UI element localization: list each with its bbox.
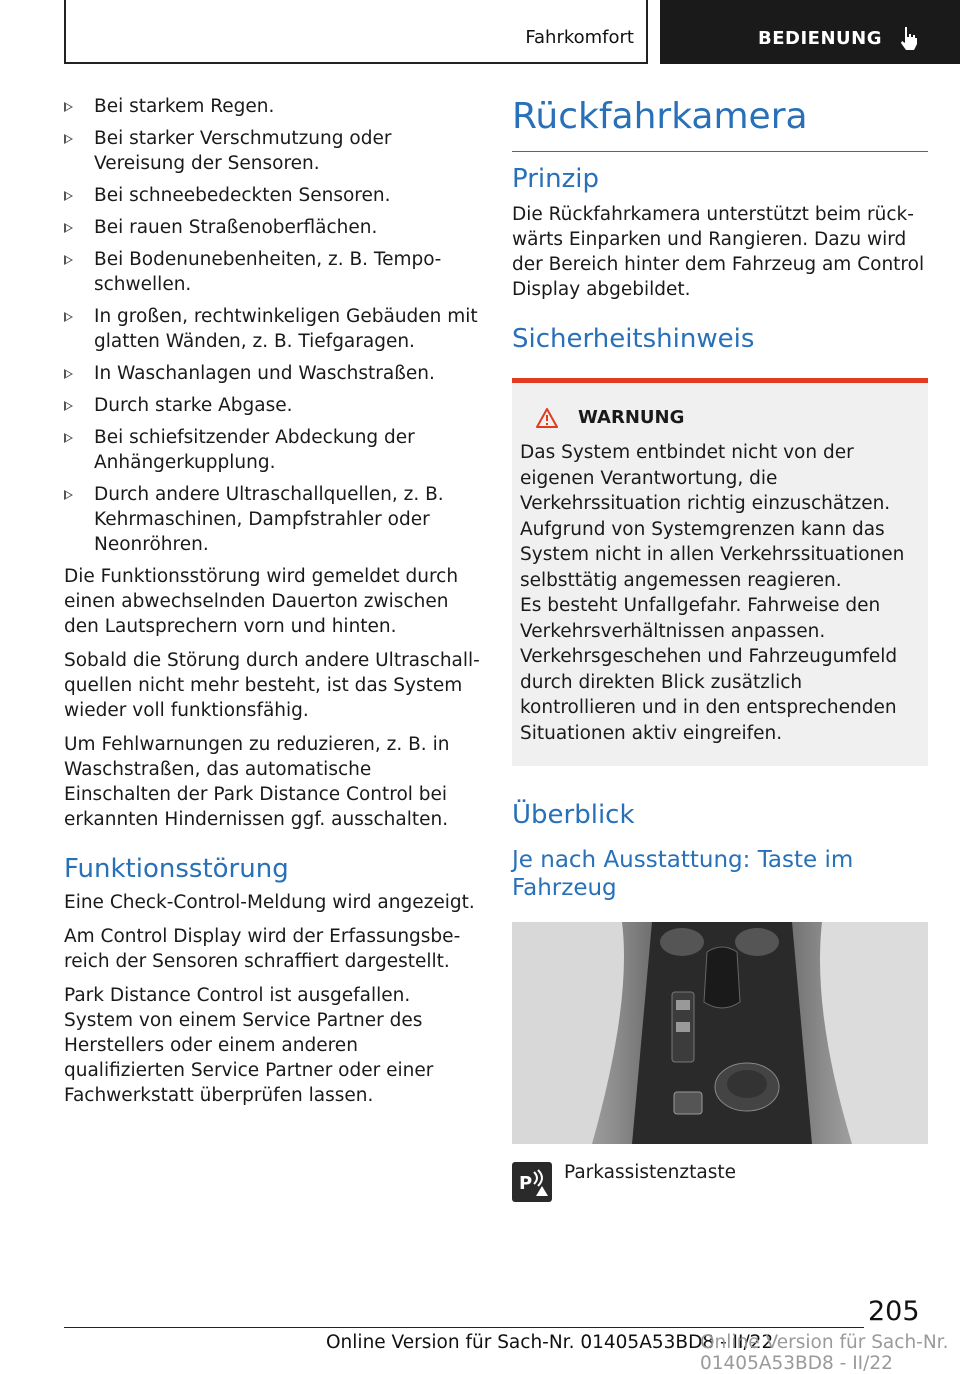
park-button-label: Parkassistenztaste <box>564 1162 736 1183</box>
overview-heading: Überblick <box>512 800 635 830</box>
warning-title: WARNUNG <box>578 407 685 428</box>
bullet-triangle-icon <box>64 191 73 201</box>
bullet-triangle-icon <box>64 255 73 265</box>
fault-heading: Funktionsstörung <box>64 854 289 884</box>
list-item: In großen, rechtwinkeligen Gebäuden mit glatten Wänden, z. B. Tiefgaragen. <box>64 304 482 354</box>
paragraph-check-control: Eine Check-Control-Meldung wird angezeigt. <box>64 892 475 913</box>
paragraph-pdc-failed: Park Distance Control ist ausgefallen. System von einem Service Partner des Herstellers oder einem anderen qualifizierten Service Partner oder einer Fachwerkstatt überprüfen lassen. <box>64 985 434 1106</box>
bullet-triangle-icon <box>64 401 73 411</box>
header-tab <box>660 0 960 64</box>
warning-text-2: Es besteht Unfallgefahr. Fahrweise den Verkehrsverhältnissen anpassen. Verkehrsgeschehen und Fahrzeugumfeld durch direkten Blick zusätzlich kontrollieren und in den entsprechenden Situationen aktiv eingreifen. <box>520 595 898 744</box>
warning-text-1: Das System entbindet nicht von der eigenen Verantwortung, die Verkehrssituation richtig einzuschätzen. Aufgrund von Systemgrenzen kann das System nicht in allen Verkehrssituationen selbsttätig angemessen reagieren. <box>520 442 905 591</box>
list-item: Bei schneebedeckten Sensoren. <box>64 183 482 208</box>
footer-divider <box>64 1327 864 1328</box>
equipment-heading: Je nach Ausstattung: Taste im Fahrzeug <box>512 847 854 901</box>
warning-box <box>512 378 928 766</box>
hand-pointer-icon <box>898 25 922 53</box>
principle-heading: Prinzip <box>512 164 599 194</box>
footer-text: Online Version für Sach-Nr. 01405A53BD8 - II/22 <box>326 1332 774 1353</box>
center-console-illustration <box>512 922 928 1144</box>
left-column <box>64 94 482 1117</box>
condition-list <box>64 94 482 557</box>
park-assist-button-icon <box>512 1162 552 1202</box>
header-chapter: Fahrkomfort <box>525 27 634 48</box>
header-tab-label: BEDIENUNG <box>758 28 882 49</box>
bullet-triangle-icon <box>64 102 73 112</box>
warning-header <box>536 407 920 428</box>
list-item: Durch andere Ultraschallquellen, z. B. Kehrmaschinen, Dampfstrahler oder Neonröhren. <box>64 482 482 557</box>
paragraph-false-warnings: Um Fehlwarnungen zu reduzieren, z. B. in Waschstraßen, das automatische Einschalten der Park Distance Control bei erkannten Hindernissen ggf. ausschalten. <box>64 734 450 830</box>
page-number: 205 <box>868 1296 920 1327</box>
right-column <box>512 96 928 1222</box>
bullet-triangle-icon <box>64 369 73 379</box>
principle-text: Die Rückfahrkamera unterstützt beim rückwärts Einparken und Rangieren. Dazu wird der Bereich hinter dem Fahrzeug am Control Display abgebildet. <box>512 204 925 300</box>
svg-text:P: P <box>519 1173 533 1194</box>
warning-triangle-icon <box>536 408 558 428</box>
list-item: Bei rauen Straßenoberflächen. <box>64 215 482 240</box>
paragraph-control-display: Am Control Display wird der Erfassungsbereich der Sensoren schraffiert dargestellt. <box>64 926 461 972</box>
list-item: Bei starker Verschmutzung oder Vereisung der Sensoren. <box>64 126 482 176</box>
safety-heading: Sicherheitshinweis <box>512 324 755 354</box>
bullet-triangle-icon <box>64 312 73 322</box>
section-title: Rückfahrkamera <box>512 96 928 152</box>
paragraph-fault-recovery: Sobald die Störung durch andere Ultraschallquellen nicht mehr besteht, ist das System wieder voll funktionsfähig. <box>64 650 480 721</box>
bullet-triangle-icon <box>64 223 73 233</box>
paragraph-fault-signal: Die Funktionsstörung wird gemeldet durch einen abwechselnden Dauerton zwischen den Lautsprechern vorn und hinten. <box>64 566 459 637</box>
center-console-photo <box>512 922 928 1144</box>
list-item: Bei schiefsitzender Abdeckung der Anhängerkupplung. <box>64 425 482 475</box>
bullet-triangle-icon <box>64 490 73 500</box>
park-button-row <box>512 1162 928 1222</box>
bullet-triangle-icon <box>64 134 73 144</box>
list-item: Bei starkem Regen. <box>64 94 482 119</box>
header-chapter-box <box>64 0 648 64</box>
bullet-triangle-icon <box>64 433 73 443</box>
list-item: Durch starke Abgase. <box>64 393 482 418</box>
list-item: In Waschanlagen und Waschstraßen. <box>64 361 482 386</box>
watermark: Online Version für Sach-Nr. 01405A53BD8 - II/22 <box>700 1332 949 1374</box>
list-item: Bei Bodenunebenheiten, z. B. Temposchwellen. <box>64 247 482 297</box>
